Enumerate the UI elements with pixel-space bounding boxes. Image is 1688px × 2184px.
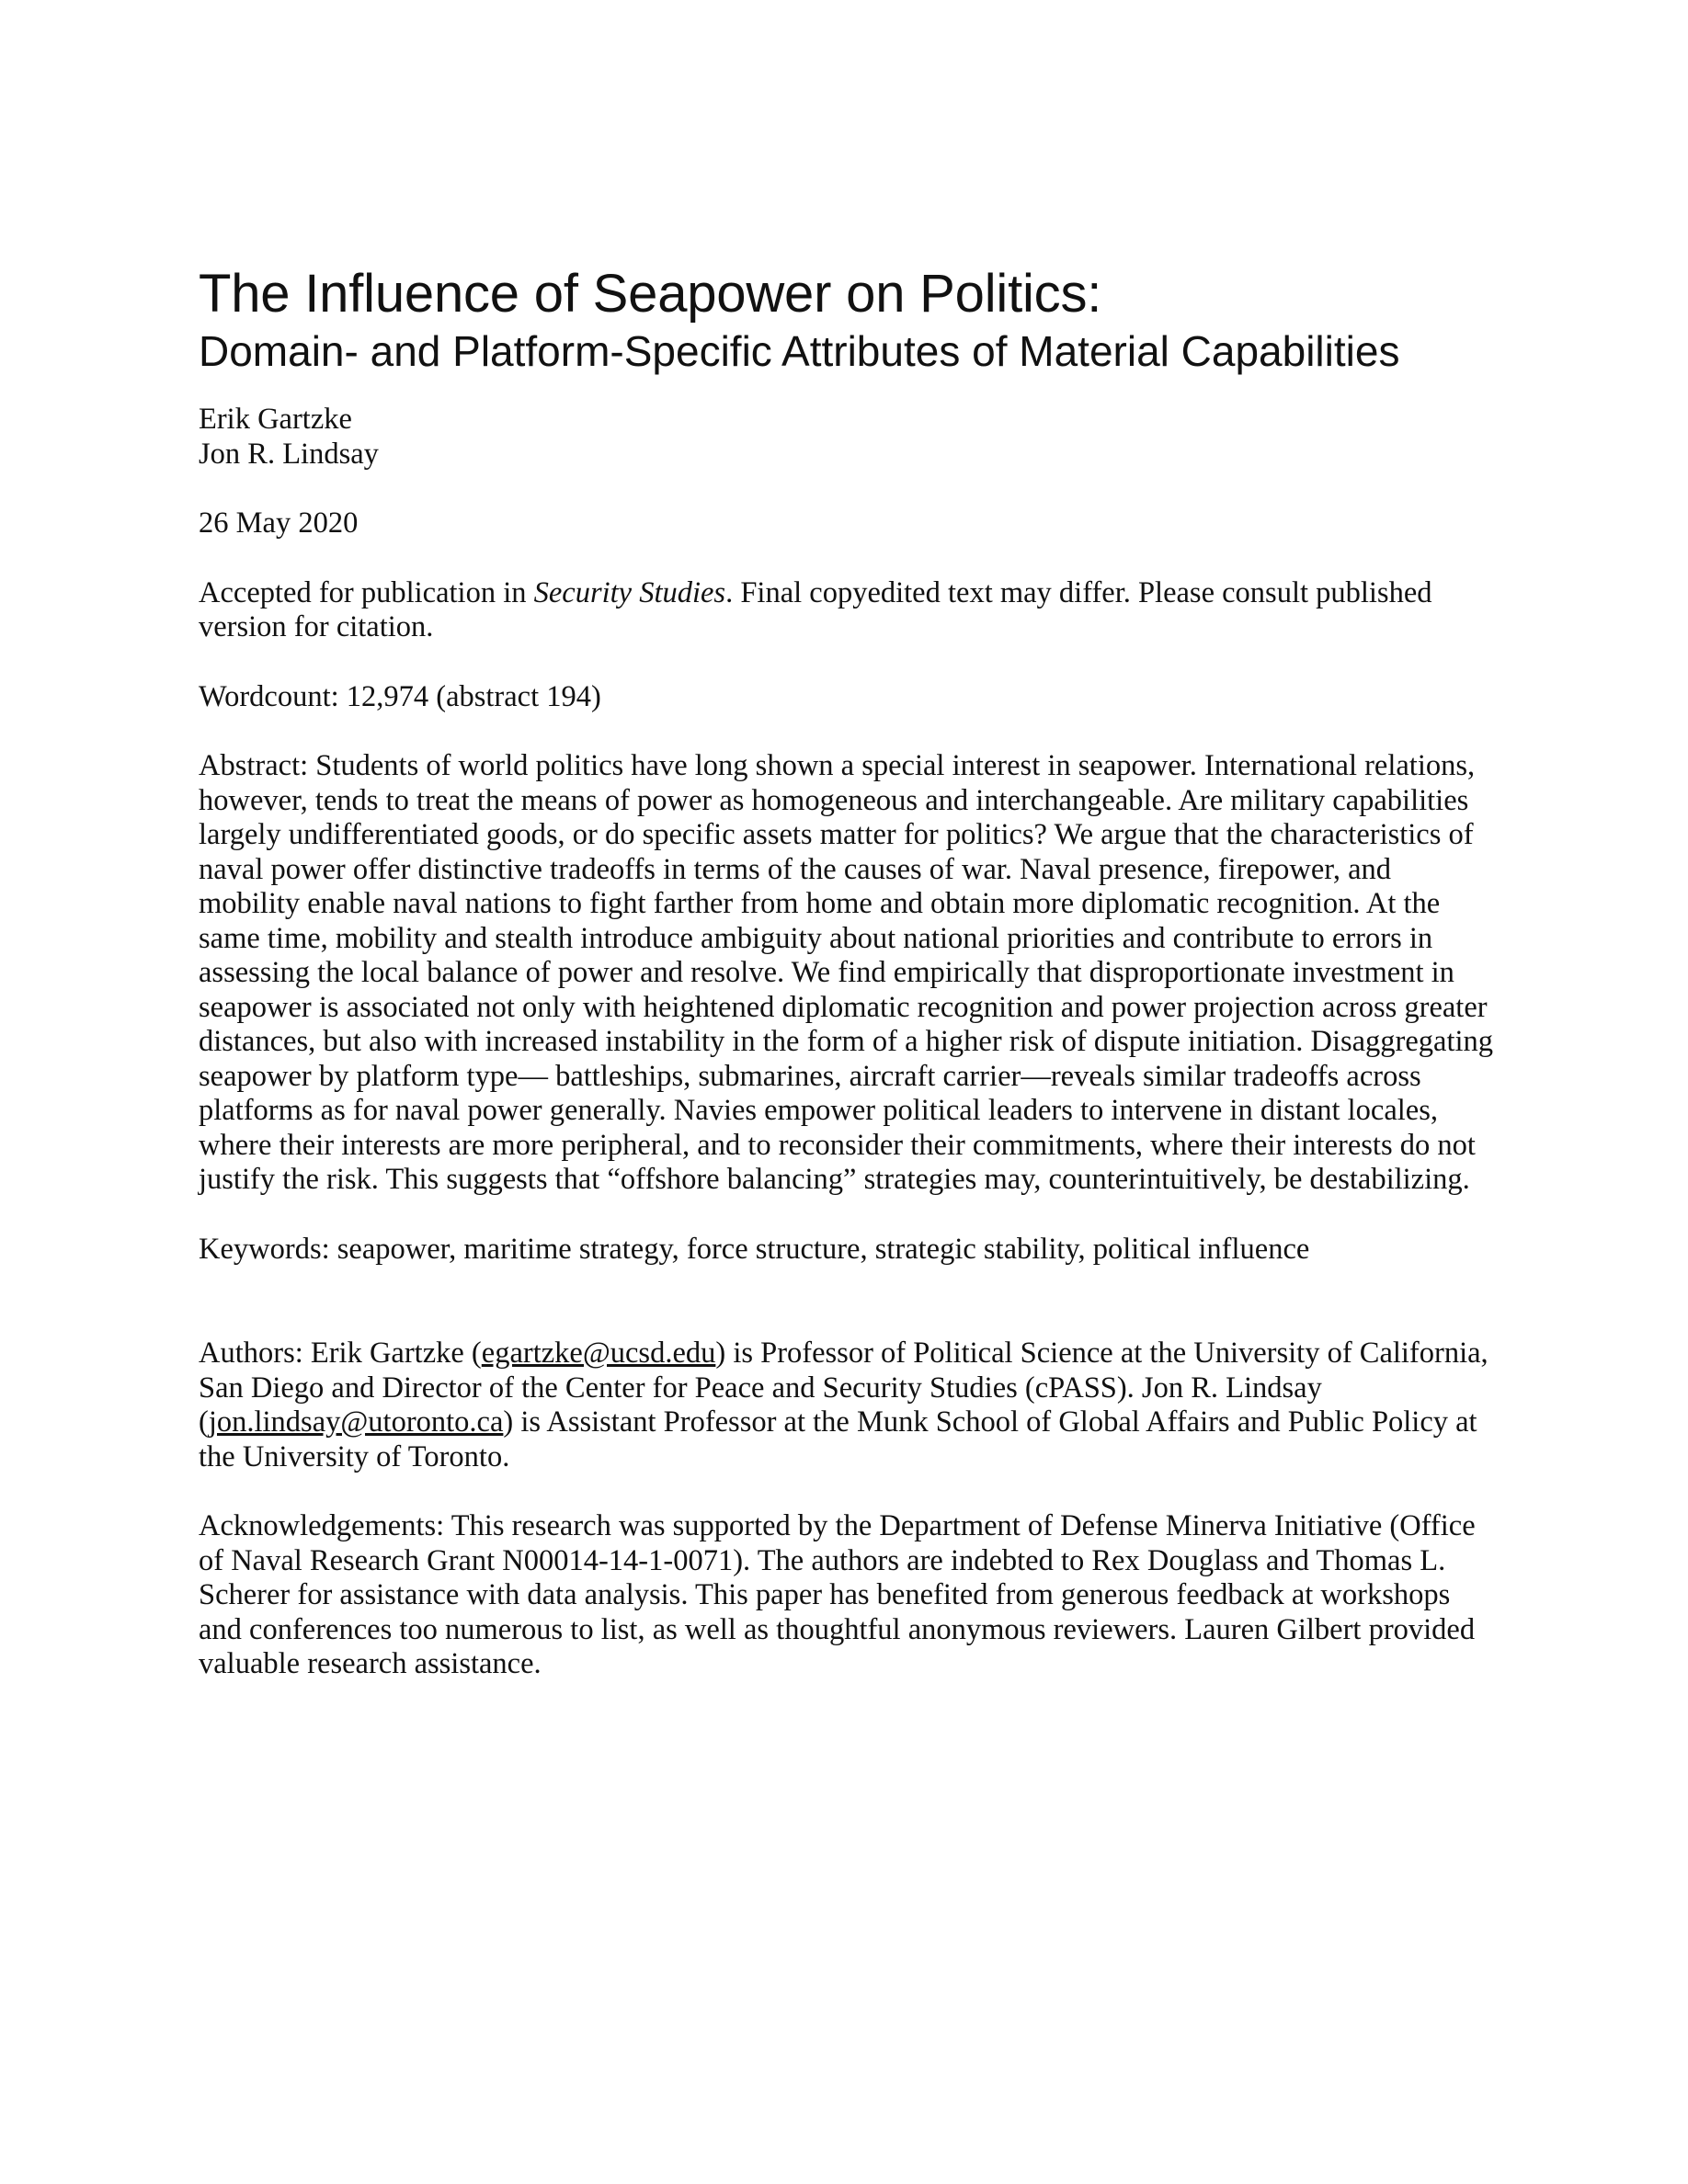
publication-note <box>199 576 1495 645</box>
paper-date: 26 May 2020 <box>199 506 359 540</box>
journal-name: Security Studies <box>533 575 726 609</box>
author-name: Erik Gartzke <box>199 403 352 436</box>
email-link-lindsay[interactable]: jon.lindsay@utoronto.ca <box>208 1405 504 1439</box>
paper-title: The Influence of Seapower on Politics: <box>199 264 1102 324</box>
wordcount: Wordcount: 12,974 (abstract 194) <box>199 679 601 713</box>
author-info-part3: ) is Assistant Professor at the Munk School of Global Affairs and Public Policy at the University of Toronto. <box>199 1405 1477 1473</box>
paper-page <box>199 263 1495 1682</box>
publication-note-suffix: . Final copyedited text may differ. Please consult published version for citation. <box>199 575 1432 643</box>
author-name: Jon R. Lindsay <box>199 437 379 471</box>
keywords: Keywords: seapower, maritime strategy, force structure, strategic stability, political influence <box>199 1232 1310 1266</box>
author-info-part1: Authors: Erik Gartzke ( <box>199 1337 482 1370</box>
author-list <box>199 403 1495 472</box>
email-link-gartzke[interactable]: egartzke@ucsd.edu <box>481 1337 716 1370</box>
abstract: Abstract: Students of world politics have long shown a special interest in seapower. International relations, however, tends to treat the means of power as homogeneous and interchangeable. Are military capabilities largely undifferentiated goods, or do specific assets matter for politics? We argue that the characteristics of naval power offer distinctive tradeoffs in terms of the causes of war. Naval presence, firepower, and mobility enable naval nations to fight farther from home and obtain more diplomatic recognition. At the same time, mobility and stealth introduce ambiguity about national priorities and contribute to errors in assessing the local balance of power and resolve. We find empirically that disproportionate investment in seapower is associated not only with heightened diplomatic recognition and power projection across greater distances, but also with increased instability in the form of a higher risk of dispute initiation. Disaggregating seapower by platform type— battleships, submarines, aircraft carrier—reveals similar tradeoffs across platforms as for naval power generally. Navies empower political leaders to intervene in distant locales, where their interests are more peripheral, and to reconsider their commitments, where their interests do not justify the risk. This suggests that “offshore balancing” strategies may, counterintuitively, be destabilizing. <box>199 749 1494 1196</box>
acknowledgements: Acknowledgements: This research was supported by the Department of Defense Minerva Initiative (Office of Naval Research Grant N00014-14-1-0071). The authors are indebted to Rex Douglass and Thomas L. Scherer for assistance with data analysis. This paper has benefited from generous feedback at workshops and conferences too numerous to list, as well as thoughtful anonymous reviewers. Lauren Gilbert provided valuable research assistance. <box>199 1509 1476 1680</box>
author-info-part2: ) is Professor of Political Science at the University of California, San Diego and Director of the Center for Peace and Security Studies (cPASS). Jon R. Lindsay ( <box>199 1337 1488 1439</box>
paper-subtitle: Domain- and Platform-Specific Attributes of Material Capabilities <box>199 327 1400 375</box>
author-info <box>199 1337 1495 1474</box>
publication-note-prefix: Accepted for publication in <box>199 575 534 609</box>
